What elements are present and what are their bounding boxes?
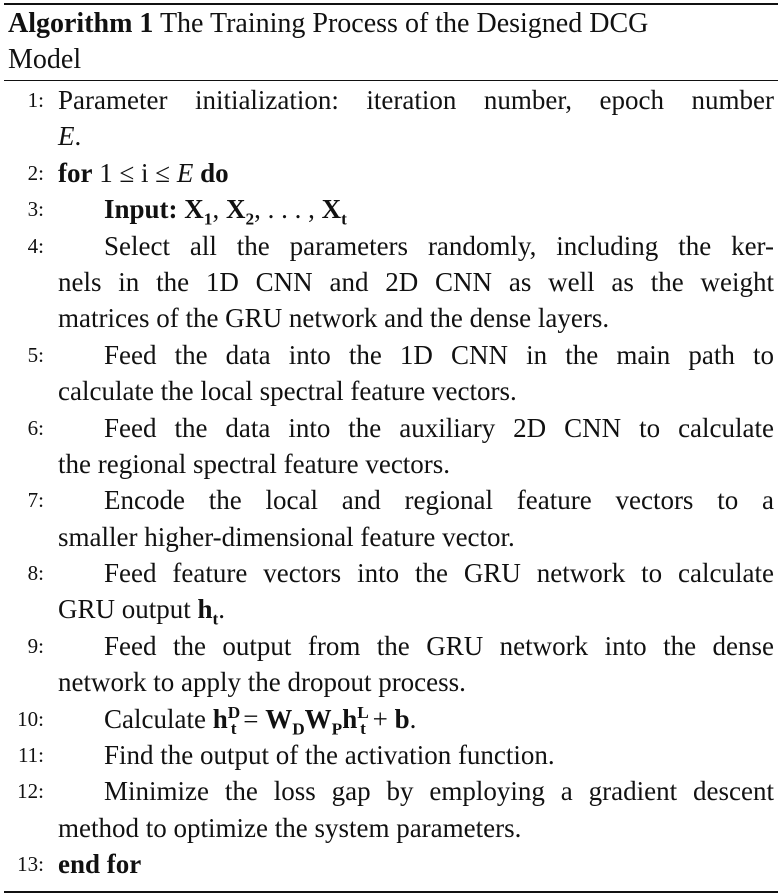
step-text: Feed the data into the 1D CNN in the main path to [104, 339, 774, 370]
line-number: 9: [27, 633, 44, 658]
step-text: for 1 ≤ i ≤ E do [58, 157, 229, 188]
line-number: 7: [27, 488, 44, 513]
line-number: 5: [27, 342, 44, 367]
step-text-cont: method to optimize the system parameters. [58, 812, 522, 843]
step-text: Find the output of the activation function. [104, 740, 555, 771]
step-11 [0, 737, 782, 773]
step-text: Calculate $h^D_t = W_DW_Ph^L_t + b$. [104, 702, 417, 739]
line-number: 11: [17, 743, 44, 768]
step-2 [0, 155, 782, 191]
step-text-cont: the regional spectral feature vectors. [58, 448, 451, 479]
step-12 [0, 773, 782, 809]
line-number: 12: [17, 779, 44, 804]
step-text: Input: $X_1$, $X_2$, . . . , $X_t$ [104, 194, 347, 229]
top-rule [4, 3, 778, 5]
line-number: 8: [27, 561, 44, 586]
algorithm-title-cont: Model [8, 44, 82, 75]
step-8 [0, 555, 782, 591]
step-text-cont: E. [58, 121, 82, 152]
algorithm-steps [0, 82, 782, 883]
step-4-cont [0, 300, 782, 336]
line-number: 13: [17, 852, 44, 877]
step-text: Select all the parameters randomly, including the ker- [104, 230, 774, 261]
step-6-cont [0, 446, 782, 482]
step-text [58, 846, 774, 882]
end-for-keyword: end for [58, 849, 142, 880]
step-text: Feed the data into the auxiliary 2D CNN to calculate [104, 412, 774, 443]
step-text-cont: network to apply the dropout process. [58, 667, 466, 698]
step-12-cont [0, 810, 782, 846]
step-7-cont [0, 519, 782, 555]
step-4 [0, 228, 782, 264]
line-number: 10: [17, 706, 44, 731]
step-text-cont: GRU output $h_t$. [58, 594, 226, 629]
step-text-cont: smaller higher-dimensional feature vector. [58, 521, 515, 552]
step-1-cont [0, 118, 782, 154]
step-6 [0, 410, 782, 446]
input-keyword: Input: [104, 194, 178, 225]
line-number: 6: [27, 415, 44, 440]
step-text-cont: calculate the local spectral feature vectors. [58, 376, 517, 407]
step-13 [0, 846, 782, 882]
line-number: 1: [27, 88, 44, 112]
step-text: Feed feature vectors into the GRU network to calculate [104, 558, 774, 589]
step-text-cont: matrices of the GRU network and the dense layers. [58, 303, 610, 334]
algorithm-caption [8, 6, 774, 78]
step-9-cont [0, 664, 782, 700]
algorithm-title: The Training Process of the Designed DCG [159, 8, 649, 39]
for-keyword: for [58, 157, 93, 188]
step-3 [0, 191, 782, 227]
line-number: 2: [27, 160, 44, 185]
step-text: Encode the local and regional feature vectors to a [104, 485, 774, 516]
line-number: 3: [27, 197, 44, 222]
step-7 [0, 482, 782, 518]
bottom-rule [4, 891, 778, 893]
step-10 [0, 701, 782, 737]
step-9 [0, 628, 782, 664]
step-5 [0, 337, 782, 373]
step-text: Parameter initialization: iteration number, epoch number [58, 85, 774, 115]
step-1 [0, 82, 782, 118]
step-8-cont [0, 591, 782, 627]
step-text-cont: nels in the 1D CNN and 2D CNN as well as the weight [58, 266, 774, 297]
step-4-cont [0, 264, 782, 300]
do-keyword: do [200, 157, 229, 188]
step-5-cont [0, 373, 782, 409]
step-text: Minimize the loss gap by employing a gradient descent [104, 776, 774, 807]
algorithm-label: Algorithm 1 [8, 8, 154, 39]
line-number: 4: [27, 233, 44, 258]
step-text: Feed the output from the GRU network into the dense [104, 630, 774, 661]
